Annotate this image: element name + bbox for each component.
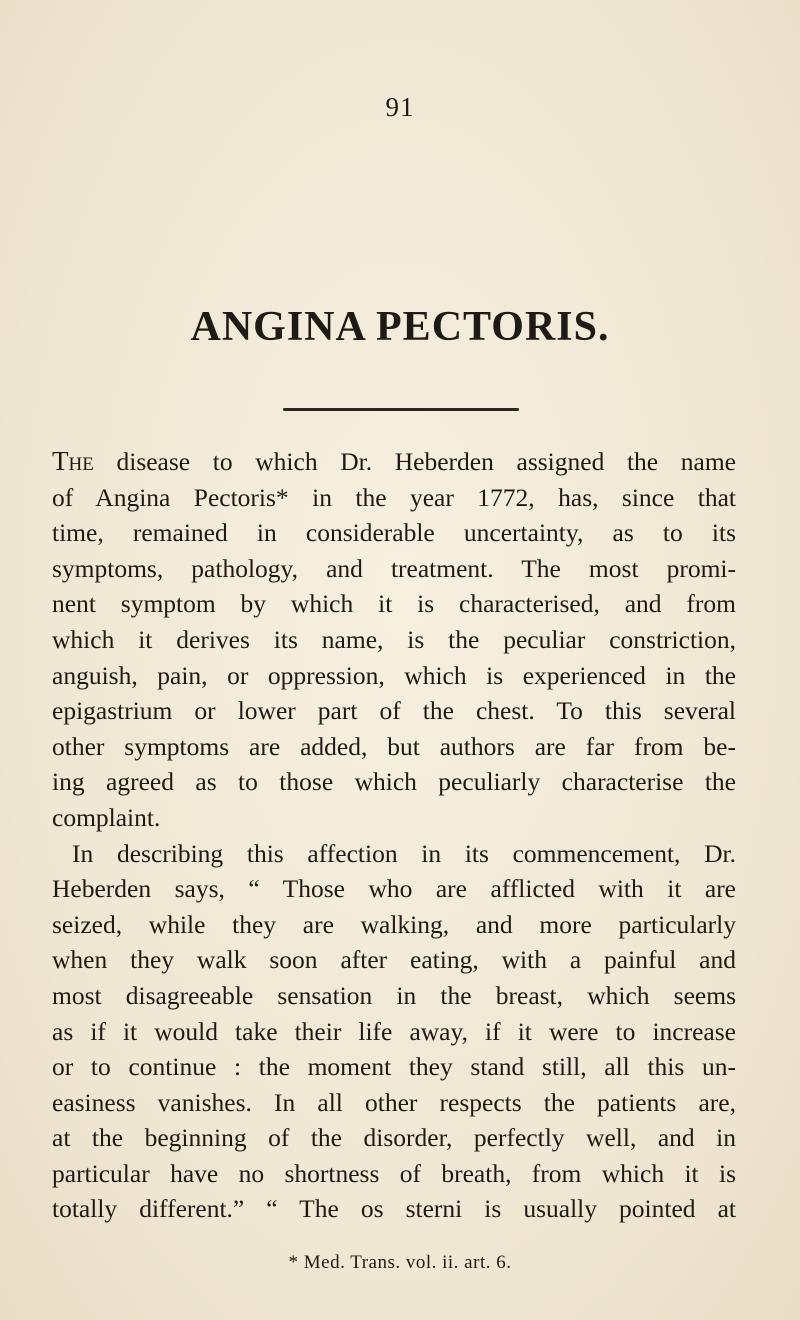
text-line: particular have no shortness of breath, from which it is <box>52 1158 736 1188</box>
text-line: at the beginning of the disorder, perfectly well, and in <box>52 1123 736 1153</box>
text-line: most disagreeable sensation in the breast, which seems <box>52 980 736 1010</box>
text-line: time, remained in considerable uncertainty, as to its <box>52 518 736 548</box>
body-text <box>52 444 736 1227</box>
text-line: as if it would take their life away, if it were to increase <box>52 1016 736 1046</box>
text-line: symptoms, pathology, and treatment. The most promi- <box>52 553 736 583</box>
text-line: anguish, pain, or oppression, which is experienced in the <box>52 660 736 690</box>
title-rule <box>283 408 519 411</box>
footnote: * Med. Trans. vol. ii. art. 6. <box>288 1252 512 1273</box>
text-line: complaint. <box>52 802 161 832</box>
page-number: 91 <box>385 92 415 122</box>
text-line: when they walk soon after eating, with a painful and <box>52 945 736 975</box>
text-line: which it derives its name, is the peculiar constriction, <box>52 624 736 654</box>
text-line: totally different.” “ The os sterni is usually pointed at <box>52 1194 736 1224</box>
text-line: seized, while they are walking, and more particularly <box>52 909 736 939</box>
text-line: other symptoms are added, but authors are far from be- <box>52 731 736 761</box>
text-line: epigastrium or lower part of the chest. To this several <box>52 696 736 726</box>
text-line: The disease to which Dr. Heberden assigned the name <box>52 446 736 476</box>
text-line: nent symptom by which it is characterised, and from <box>52 589 736 619</box>
text-line: or to continue : the moment they stand still, all this un- <box>52 1052 736 1082</box>
text-line: In describing this affection in its commencement, Dr. <box>72 838 736 868</box>
chapter-title: ANGINA PECTORIS. <box>190 304 610 350</box>
text-line: Heberden says, “ Those who are afflicted with it are <box>52 874 736 904</box>
text-line: ing agreed as to those which peculiarly characterise the <box>52 767 736 797</box>
lead-word: The <box>52 446 94 476</box>
text-line: easiness vanishes. In all other respects the patients are, <box>52 1087 736 1117</box>
text-line: of Angina Pectoris* in the year 1772, has, since that <box>52 482 736 512</box>
